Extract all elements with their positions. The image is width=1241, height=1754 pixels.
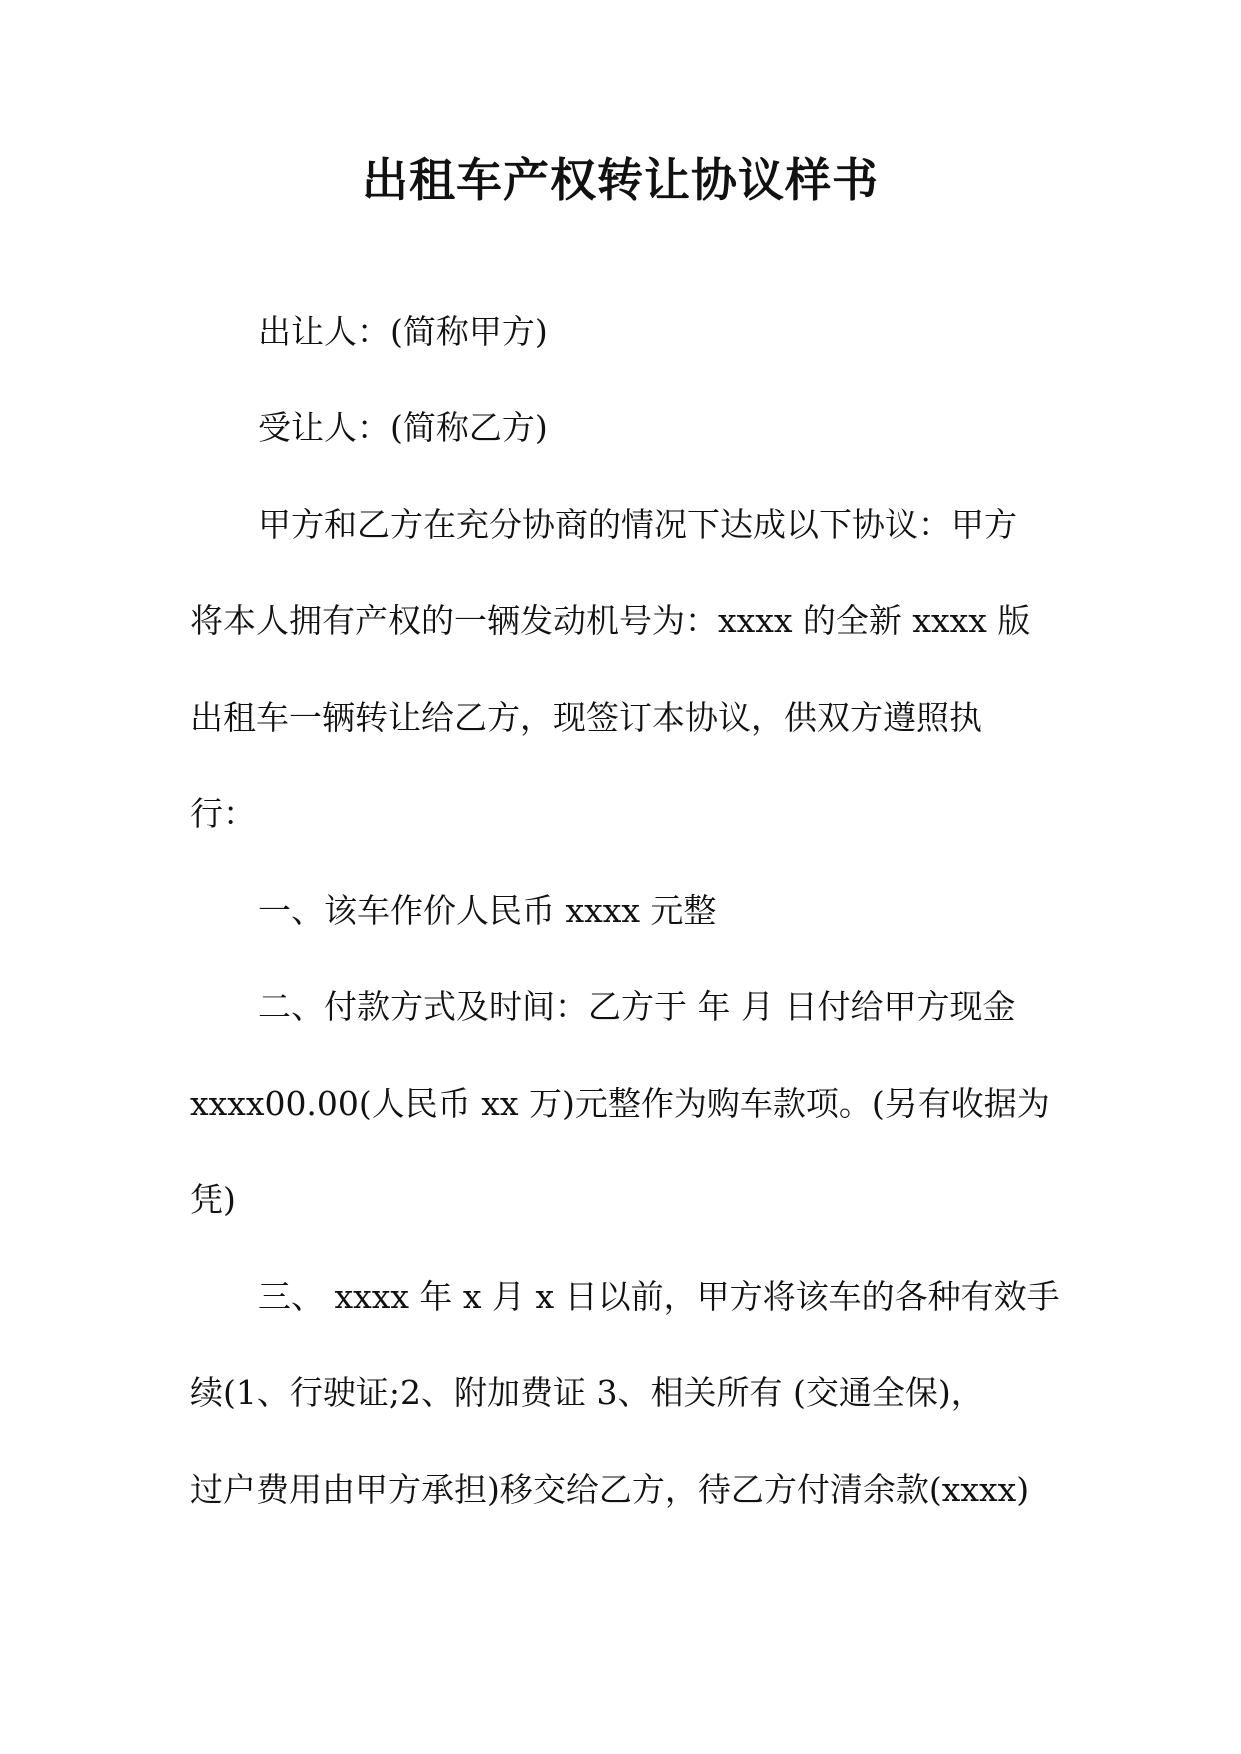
- agreement-intro-line-2: 将本人拥有产权的一辆发动机号为：xxxx 的全新 xxxx 版: [190, 601, 1031, 640]
- clause-3-line-1: 三、 xxxx 年 x 月 x 日以前，甲方将该车的各种有效手: [258, 1277, 1060, 1316]
- transferee-line: 受让人：(简称乙方): [258, 408, 548, 447]
- clause-2-line-2: xxxx00.00(人民币 xx 万)元整作为购车款项。(另有收据为: [190, 1084, 1050, 1123]
- document-title: 出租车产权转让协议样书: [362, 153, 879, 207]
- transferor-line: 出让人：(简称甲方): [258, 312, 548, 351]
- clause-3-line-2: 续(1、行驶证;2、附加费证 3、相关所有 (交通全保)，: [190, 1373, 984, 1412]
- clause-2-line-3: 凭): [190, 1180, 236, 1219]
- agreement-intro-line-4: 行：: [190, 794, 256, 833]
- clause-2-line-1: 二、付款方式及时间：乙方于 年 月 日付给甲方现金: [258, 987, 1016, 1026]
- agreement-intro-line-3: 出租车一辆转让给乙方，现签订本协议，供双方遵照执: [190, 698, 982, 737]
- clause-1-line: 一、该车作价人民币 xxxx 元整: [258, 891, 717, 930]
- clause-3-line-3: 过户费用由甲方承担)移交给乙方，待乙方付清余款(xxxx): [190, 1470, 1030, 1509]
- agreement-intro-line-1: 甲方和乙方在充分协商的情况下达成以下协议：甲方: [258, 505, 1017, 544]
